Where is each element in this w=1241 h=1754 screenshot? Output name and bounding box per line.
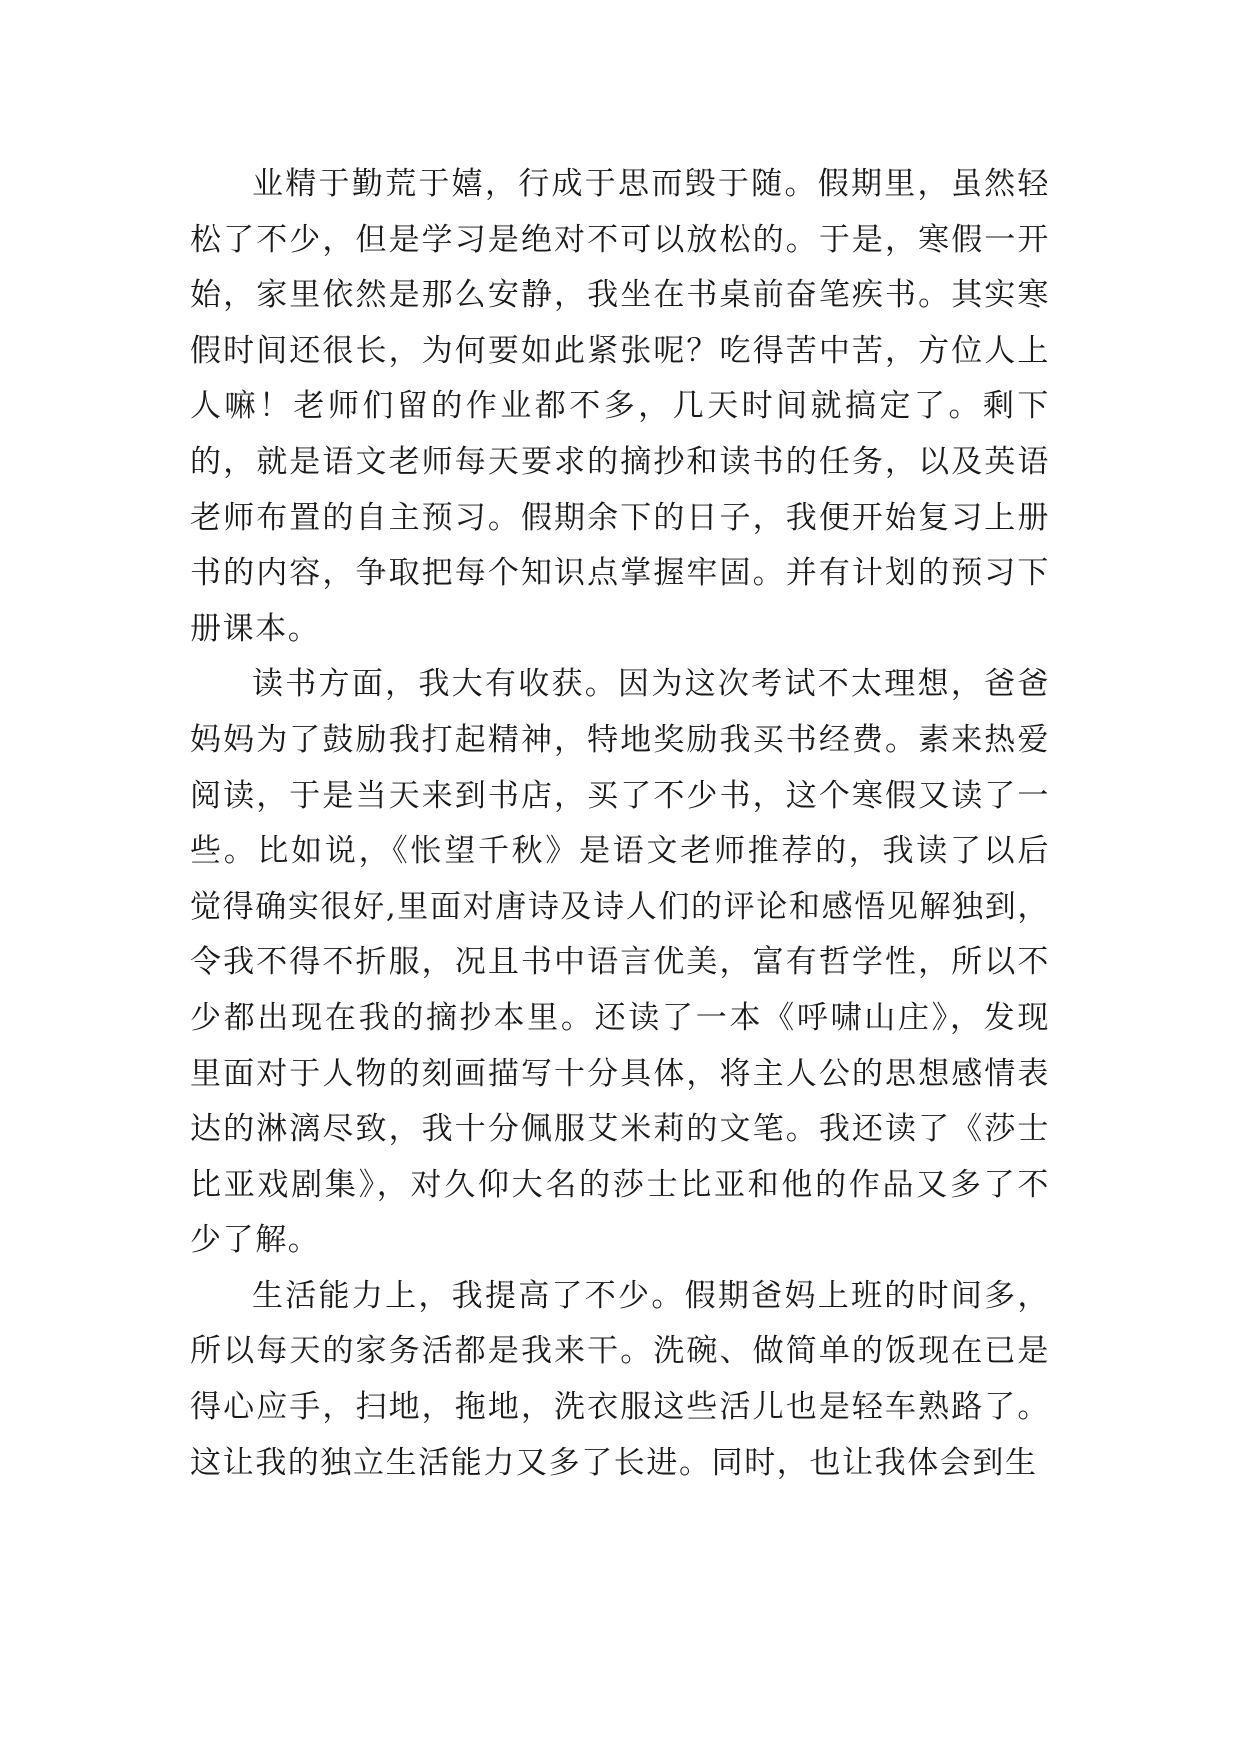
- paragraph-study: 业精于勤荒于嬉，行成于思而毁于随。假期里，虽然轻松了不少，但是学习是绝对不可以放松的。于是，寒假一开始，家里依然是那么安静，我坐在书桌前奋笔疾书。其实寒假时间还很长，为何要如此紧张呢？吃得苦中苦，方位人上人嘛！老师们留的作业都不多，几天时间就搞定了。剩下的，就是语文老师每天要求的摘抄和读书的任务，以及英语老师布置的自主预习。假期余下的日子，我便开始复习上册书的内容，争取把每个知识点掌握牢固。并有计划的预习下册课本。: [190, 166, 1050, 647]
- paragraph-reading: 读书方面，我大有收获。因为这次考试不太理想，爸爸妈妈为了鼓励我打起精神，特地奖励我买书经费。素来热爱阅读，于是当天来到书店，买了不少书，这个寒假又读了一些。比如说，《怅望千秋》是语文老师推荐的，我读了以后觉得确实很好,里面对唐诗及诗人们的评论和感悟见解独到，令我不得不折服，况且书中语言优美，富有哲学性，所以不少都出现在我的摘抄本里。还读了一本《呼啸山庄》，发现里面对于人物的刻画描写十分具体，将主人公的思想感情表达的淋漓尽致，我十分佩服艾米莉的文笔。我还读了《莎士比亚戏剧集》，对久仰大名的莎士比亚和他的作品又多了不少了解。: [190, 666, 1050, 1259]
- paragraph-life-skills: 生活能力上，我提高了不少。假期爸妈上班的时间多，所以每天的家务活都是我来干。洗碗、做简单的饭现在已是得心应手，扫地，拖地，洗衣服这些活儿也是轻车熟路了。这让我的独立生活能力又多了长进。同时，也让我体会到生: [190, 1277, 1050, 1481]
- document-body: [190, 157, 1050, 1491]
